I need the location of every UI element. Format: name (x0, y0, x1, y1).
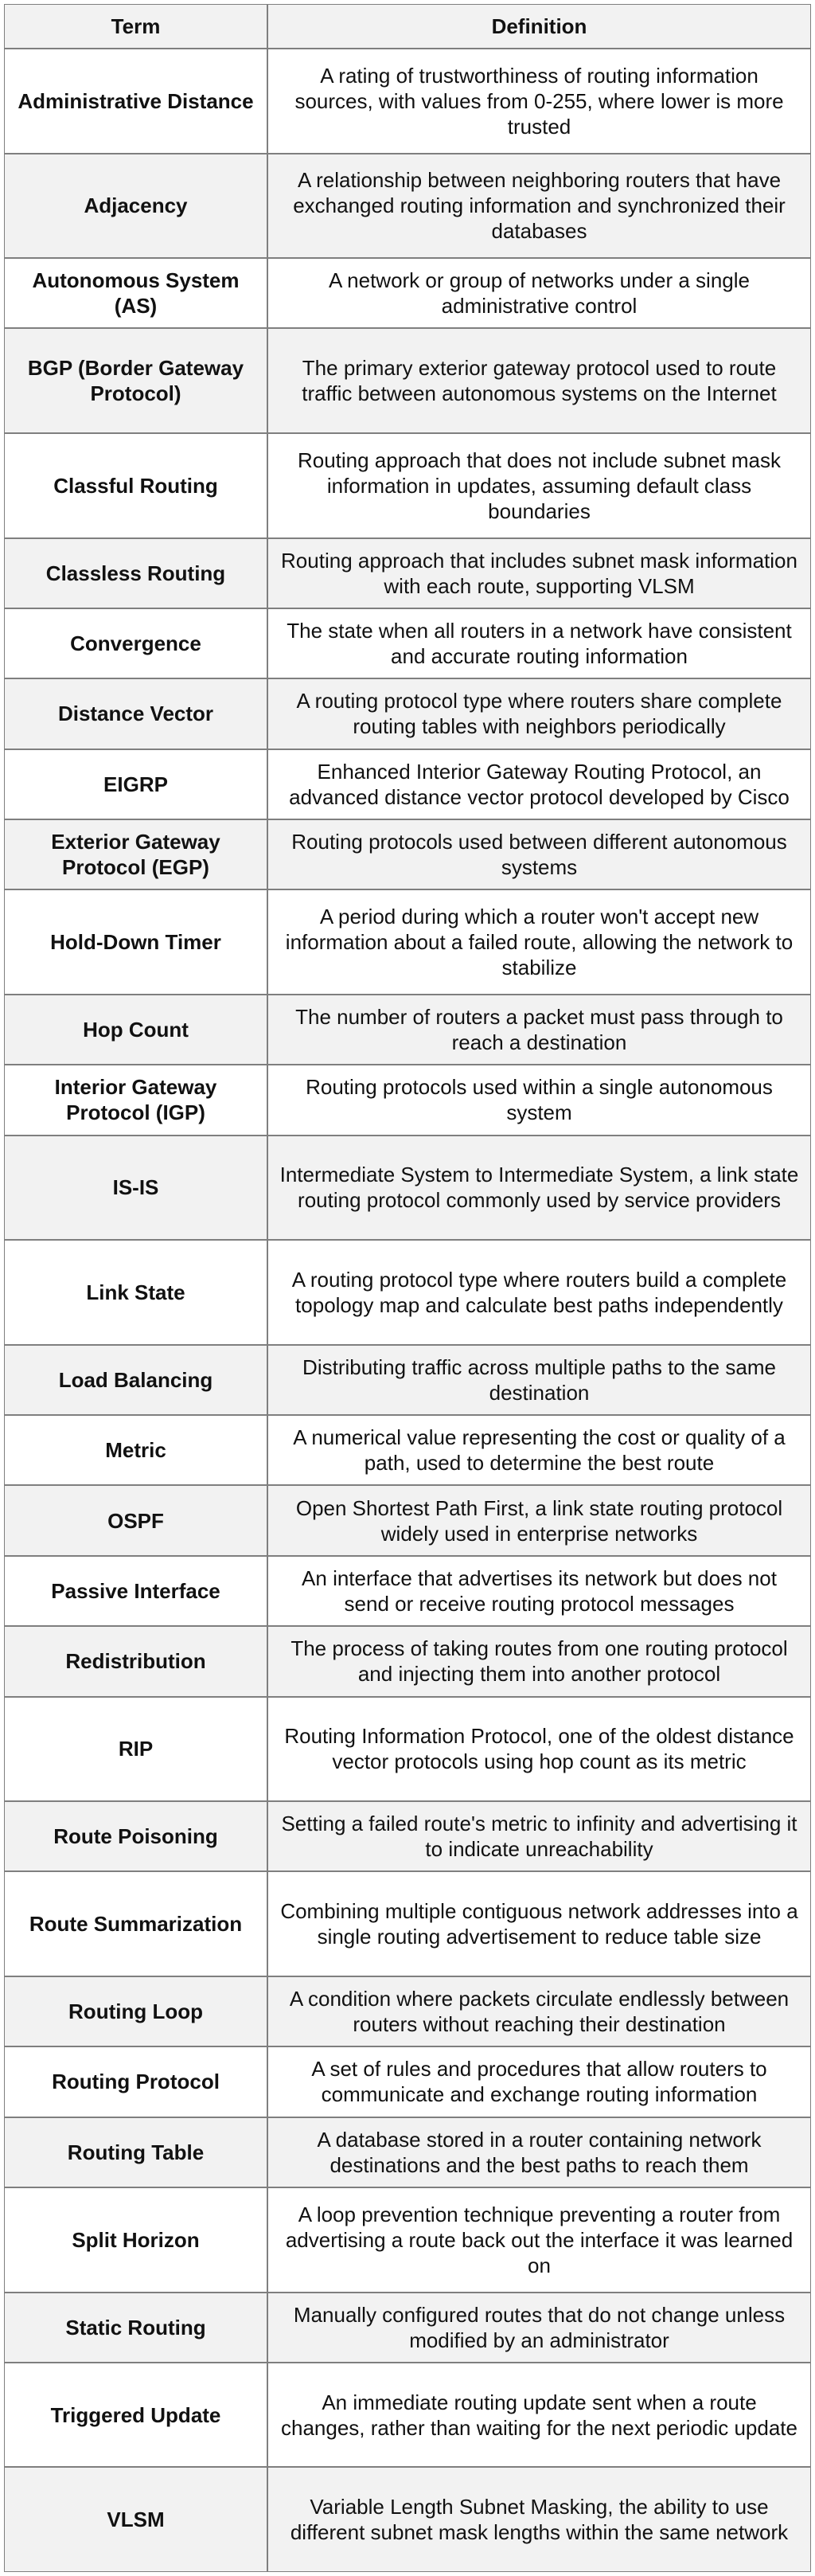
table-header-row (5, 5, 810, 49)
term-cell: Interior Gateway Protocol (IGP) (5, 1065, 268, 1134)
table-row (5, 1346, 810, 1416)
definition-cell: A loop prevention technique preventing a router from advertising a route back out the interface it was learned on (285, 2202, 794, 2277)
term-cell: Administrative Distance (5, 49, 268, 153)
glossary-table (4, 4, 811, 2572)
table-row (5, 154, 810, 260)
term-cell: Exterior Gateway Protocol (EGP) (5, 820, 268, 889)
table-row (5, 49, 810, 154)
term-cell: Distance Vector (5, 679, 268, 748)
term-cell: RIP (5, 1698, 268, 1801)
term-cell: Routing Table (5, 2118, 268, 2187)
table-row (5, 820, 810, 890)
term-cell: Routing Loop (5, 1977, 268, 2046)
definition-cell: A condition where packets circulate endlessly between routers without reaching their destination (289, 1987, 790, 2037)
term-cell: Link State (5, 1241, 268, 1344)
table-row (5, 750, 810, 820)
term-cell: Redistribution (5, 1627, 268, 1695)
definition-cell: Routing approach that does not include subnet mask information in updates, assuming default class boundaries (297, 448, 782, 523)
term-cell: OSPF (5, 1486, 268, 1554)
definition-cell: A database stored in a router containing network destinations and the best paths to reach them (317, 2127, 762, 2177)
table-row (5, 609, 810, 679)
header-term: Term (5, 5, 268, 48)
definition-cell: Enhanced Interior Gateway Routing Protocol, an advanced distance vector protocol developed by Cisco (289, 759, 790, 809)
term-cell: Classful Routing (5, 434, 268, 537)
table-row (5, 1065, 810, 1136)
term-cell: BGP (Border Gateway Protocol) (5, 329, 268, 432)
definition-cell: Routing Information Protocol, one of the oldest distance vector protocols using hop count as its metric (284, 1724, 794, 1774)
table-grid (5, 5, 810, 2571)
definition-cell: A network or group of networks under a single administrative control (329, 268, 750, 319)
definition-cell: Intermediate System to Intermediate System, a link state routing protocol commonly used by service providers (279, 1163, 799, 1213)
term-cell: Route Summarization (5, 1872, 268, 1976)
term-cell: Hop Count (5, 995, 268, 1064)
table-row (5, 2188, 810, 2293)
term-cell: Adjacency (5, 154, 268, 258)
table-row (5, 1802, 810, 1872)
term-cell: VLSM (5, 2468, 268, 2571)
definition-cell: A period during which a router won't accept new information about a failed route, allowing the network to stabilize (285, 905, 794, 980)
term-cell: Split Horizon (5, 2188, 268, 2292)
definition-cell: An interface that advertises its network but does not send or receive routing protocol messages (302, 1566, 777, 1616)
table-row (5, 434, 810, 539)
table-row (5, 1627, 810, 1697)
table-row (5, 539, 810, 609)
definition-cell: Combining multiple contiguous network addresses into a single routing advertisement to reduce table size (280, 1899, 798, 1949)
table-row (5, 2047, 810, 2117)
table-row (5, 259, 810, 329)
term-cell: Convergence (5, 609, 268, 678)
term-cell: Route Poisoning (5, 1802, 268, 1870)
definition-cell: The state when all routers in a network have consistent and accurate routing information (287, 619, 792, 669)
definition-cell: Variable Length Subnet Masking, the ability to use different subnet mask lengths within the same network (290, 2495, 789, 2545)
term-cell: Metric (5, 1416, 268, 1484)
table-row (5, 2293, 810, 2363)
definition-cell: An immediate routing update sent when a route changes, rather than waiting for the next periodic update (281, 2390, 797, 2440)
table-row (5, 1977, 810, 2047)
definition-cell: Routing protocols used between different autonomous systems (291, 830, 787, 880)
definition-cell: Distributing traffic across multiple paths to the same destination (302, 1354, 776, 1405)
definition-cell: Manually configured routes that do not change unless modified by an administrator (293, 2302, 786, 2352)
definition-cell: The primary exterior gateway protocol used to route traffic between autonomous systems on the Internet (302, 356, 777, 406)
term-cell: Triggered Update (5, 2363, 268, 2467)
definition-cell: Routing protocols used within a single autonomous system (306, 1075, 773, 1125)
table-row (5, 1136, 810, 1241)
definition-cell: The number of routers a packet must pass through to reach a destination (295, 1005, 783, 1055)
header-definition: Definition (491, 14, 587, 38)
definition-cell: A routing protocol type where routers build a complete topology map and calculate best paths independently (291, 1267, 787, 1317)
definition-cell: Open Shortest Path First, a link state routing protocol widely used in enterprise networks (295, 1495, 783, 1546)
definition-cell: A relationship between neighboring routers that have exchanged routing information and synchronized their databases (293, 168, 786, 244)
term-cell: Autonomous System (AS) (5, 259, 268, 327)
table-row (5, 2363, 810, 2469)
definition-cell: Routing approach that includes subnet mask information with each route, supporting VLSM (281, 548, 797, 598)
term-cell: Hold-Down Timer (5, 890, 268, 994)
table-row (5, 1416, 810, 1486)
table-row (5, 2468, 810, 2571)
table-row (5, 1486, 810, 1556)
table-row (5, 329, 810, 434)
table-row (5, 2118, 810, 2188)
table-row (5, 890, 810, 995)
table-row (5, 1557, 810, 1627)
term-cell: IS-IS (5, 1136, 268, 1240)
term-cell: Classless Routing (5, 539, 268, 608)
definition-cell: Setting a failed route's metric to infinity and advertising it to indicate unreachability (281, 1812, 797, 1862)
definition-cell: A set of rules and procedures that allow routers to communicate and exchange routing information (311, 2057, 767, 2107)
definition-cell: The process of taking routes from one routing protocol and injecting them into another protocol (291, 1636, 788, 1687)
table-row (5, 1872, 810, 1977)
term-cell: EIGRP (5, 750, 268, 819)
table-row (5, 679, 810, 749)
term-cell: Load Balancing (5, 1346, 268, 1414)
table-row (5, 1241, 810, 1346)
term-cell: Static Routing (5, 2293, 268, 2362)
definition-cell: A rating of trustworthiness of routing information sources, with values from 0-255, where lower is more trusted (294, 63, 784, 139)
term-cell: Routing Protocol (5, 2047, 268, 2116)
definition-cell: A routing protocol type where routers share complete routing tables with neighbors periodically (296, 689, 782, 739)
table-row (5, 1698, 810, 1803)
definition-cell: A numerical value representing the cost or quality of a path, used to determine the best route (293, 1425, 786, 1476)
table-row (5, 995, 810, 1065)
term-cell: Passive Interface (5, 1557, 268, 1625)
